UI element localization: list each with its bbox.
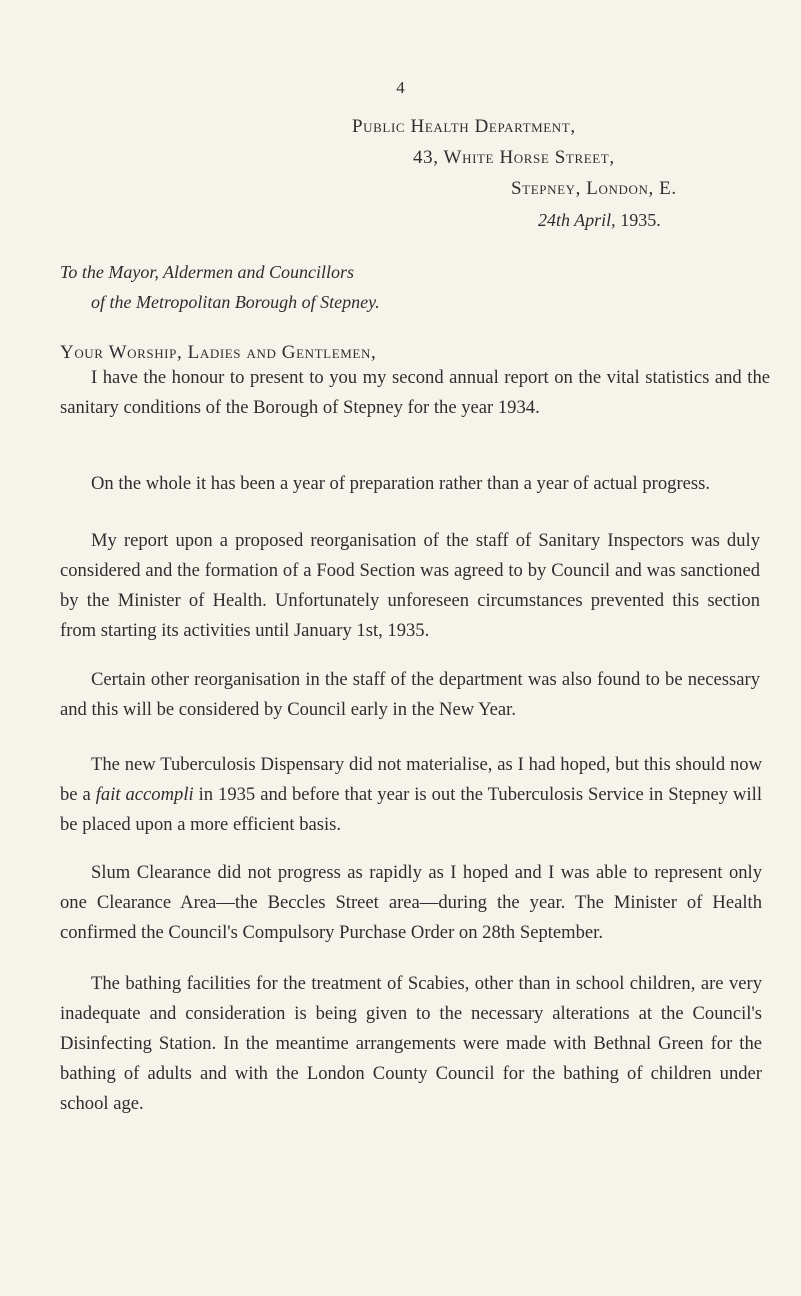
date-year: 1935.: [615, 210, 661, 230]
addressee-line-2: of the Metropolitan Borough of Stepney.: [91, 292, 380, 312]
paragraph-tuberculosis: [60, 750, 762, 840]
letter-date: [538, 210, 661, 231]
paragraph-intro: I have the honour to present to you my second annual report on the vital statistics and the sanitary conditions of the Borough of Stepney for the year 1934.: [60, 367, 770, 418]
paragraph-slum-clearance: Slum Clearance did not progress as rapidly as I hoped and I was able to represent only one Clearance Area—the Beccles Street area—during the year. The Minister of Health confirmed the Council's Compulsory Purchase Order on 28th September.: [60, 862, 762, 943]
fait-accompli: fait accompli: [95, 784, 194, 805]
paragraph-sanitary-inspectors: My report upon a proposed reorganisation of the staff of Sanitary Inspectors was duly considered and the formation of a Food Section was agreed to by Council and was sanctioned by the Minister of Health. Unfortunately unforeseen circumstances prevented this section from starting its activities until January 1st, 1935.: [60, 530, 760, 641]
salutation: Your Worship, Ladies and Gentlemen,: [60, 342, 377, 363]
tuberculosis-text-start: The new Tuberculosis Dispensary did not materialise, as I had hoped, but this should now be a: [60, 754, 762, 805]
address-line-department: Public Health Department,: [352, 116, 576, 137]
address-line-city: Stepney, London, E.: [511, 178, 677, 199]
date-day-month: 24th April,: [538, 210, 616, 230]
tuberculosis-text-end: in 1935 and before that year is out the Tuberculosis Service in Stepney will be placed upon a more efficient basis.: [60, 784, 762, 835]
paragraph-preparation: On the whole it has been a year of preparation rather than a year of actual progress.: [91, 473, 711, 494]
paragraph-bathing-facilities: The bathing facilities for the treatment of Scabies, other than in school children, are very inadequate and consideration is being given to the necessary alterations at the Council's Disinfecting Station. In the meantime arrangements were made with Bethnal Green for the bathing of adults and with the London County Council for the bathing of children under school age.: [60, 973, 762, 1114]
page-number: 4: [396, 78, 405, 97]
paragraph-reorganisation: Certain other reorganisation in the staff of the department was also found to be necessary and this will be considered by Council early in the New Year.: [60, 669, 760, 720]
address-line-street: 43, White Horse Street,: [413, 147, 615, 168]
addressee-line-1: To the Mayor, Aldermen and Councillors: [60, 262, 355, 282]
